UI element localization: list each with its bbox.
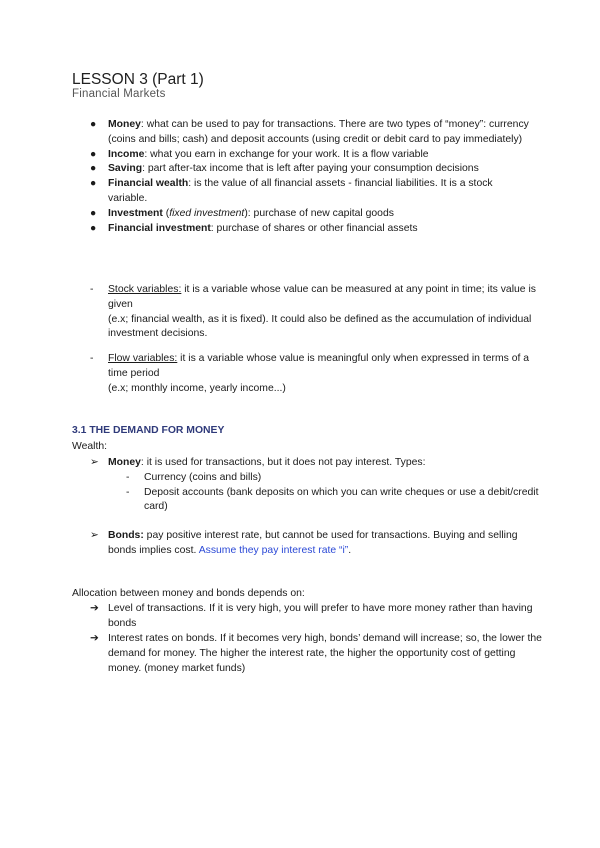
definition-text: it is a variable whose value is meaningful only when expressed in terms of a time period (108, 353, 530, 379)
list-item-text: Deposit accounts (bank deposits on which you can write cheques or use a debit/credit card) (144, 486, 539, 513)
lesson-subtitle: Financial Markets (72, 88, 166, 100)
term: Investment (108, 207, 163, 219)
list-item (90, 177, 530, 207)
list-item (90, 118, 530, 148)
list-item (126, 471, 548, 486)
lesson-title: LESSON 3 (Part 1) (72, 71, 204, 88)
arrow-icon: ➔ (90, 633, 99, 644)
term: Bonds: (108, 530, 144, 541)
term: Income (108, 148, 145, 160)
arrow-icon: ➔ (90, 603, 99, 614)
bullet-icon: ● (90, 119, 97, 130)
bullet-icon: ● (90, 178, 97, 190)
list-item (126, 486, 548, 516)
sentence-end: . (348, 544, 352, 556)
list-item-text: Level of transactions. If it is very high, you will prefer to have more money rather than having bonds (108, 603, 533, 629)
definition-text: it is a variable whose value can be measured at any point in time; its value is given (108, 284, 536, 310)
term: Flow variables: (108, 353, 178, 364)
arrowhead-icon: ➢ (90, 457, 99, 468)
bullet-icon: ● (90, 148, 97, 160)
definition-text: : it is used for transactions, but it does not pay interest. Types: (140, 457, 426, 468)
money-item (90, 456, 548, 515)
list-item (90, 162, 530, 177)
dash-icon: - (126, 471, 130, 483)
term: Financial investment (108, 222, 211, 234)
stock-variables-item (90, 283, 548, 342)
definition-extra: (e.x; monthly income, yearly income...) (108, 382, 286, 394)
allocation-item-interest-rates (90, 632, 548, 676)
term: Financial wealth (108, 178, 189, 190)
definitions-list (90, 118, 530, 236)
money-types-list (126, 471, 548, 515)
definition-extra: (e.x; financial wealth, as it is fixed). It could also be defined as the accumulation of individual investment decisions. (108, 313, 532, 340)
list-item (90, 148, 530, 163)
wealth-label: Wealth: (72, 441, 108, 452)
arrowhead-icon: ➢ (90, 530, 99, 541)
italic-note: fixed investment (169, 207, 245, 219)
definition-text: : is the value of all financial assets - financial liabilities. It is a stock variable. (108, 178, 493, 204)
list-item: ● Investment (fixed investment): purchase of new capital goods (90, 207, 530, 222)
term: Money (108, 119, 141, 130)
definition-text: : what can be used to pay for transactions. There are two types of “money”: currency (coins and bills; cash) and deposit accounts (using credit or debit card to pay immediately) (108, 119, 529, 145)
bullet-icon: ● (90, 163, 97, 175)
bonds-item (90, 529, 548, 559)
dash-icon: - (126, 486, 130, 498)
term: Money (108, 457, 141, 468)
term: Saving (108, 163, 143, 175)
list-item-text: Interest rates on bonds. If it becomes very high, bonds’ demand will increase; so, the lower the demand for money. The higher the interest rate, the higher the opportunity cost of getting money. (money market funds) (108, 633, 542, 674)
definition-text: pay positive interest rate, but cannot be used for transactions. Buying and selling bonds implies cost. (108, 530, 518, 556)
term: Stock variables: (108, 284, 182, 295)
definition-text: : purchase of shares or other financial assets (210, 222, 418, 234)
definition-text: : part after-tax income that is left after paying your consumption decisions (142, 163, 479, 175)
list-item (90, 222, 530, 237)
dash-icon: - (90, 284, 94, 295)
definition-text: : purchase of new capital goods (247, 207, 394, 219)
allocation-item-transactions (90, 602, 548, 632)
list-item-text: Currency (coins and bills) (144, 471, 262, 483)
bullet-icon: ● (90, 222, 97, 234)
dash-icon: - (90, 353, 94, 364)
section-heading: 3.1 THE DEMAND FOR MONEY (72, 425, 225, 436)
definition-text: : what you earn in exchange for your work. It is a flow variable (144, 148, 429, 160)
allocation-intro: Allocation between money and bonds depends on: (72, 588, 305, 599)
bullet-icon: ● (90, 207, 97, 219)
highlighted-assumption: Assume they pay interest rate “i” (198, 544, 349, 556)
flow-variables-item (90, 352, 548, 396)
